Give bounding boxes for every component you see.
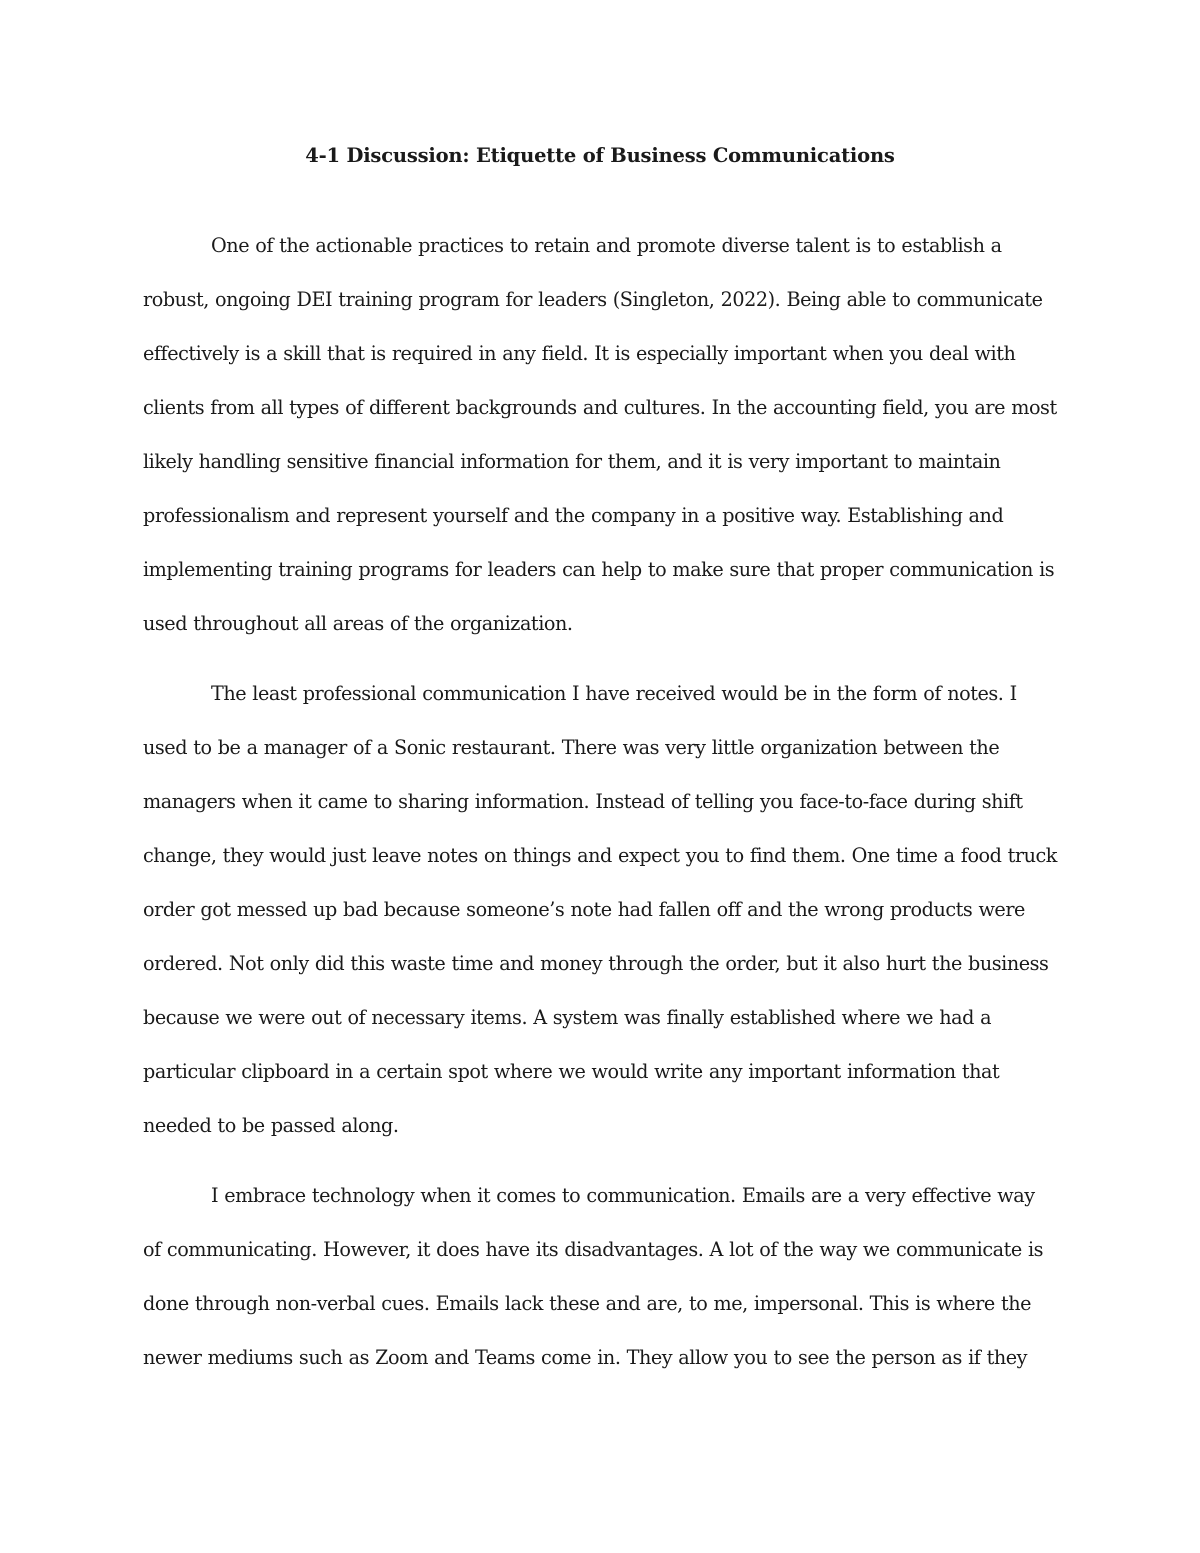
document-title: 4-1 Discussion: Etiquette of Business Communications [305,144,895,167]
paragraph-2-line-1: The least professional communication I have received would be in the form of notes. I [211,682,1017,705]
paragraph-1-line-2: robust, ongoing DEI training program for leaders (Singleton, 2022). Being able to communicate [143,288,1043,311]
paragraph-3-line-4: newer mediums such as Zoom and Teams come in. They allow you to see the person as if they [143,1346,1028,1369]
paragraph-1-line-7: implementing training programs for leaders can help to make sure that proper communication is [143,558,1055,581]
paragraph-2-line-7: because we were out of necessary items. A system was finally established where we had a [143,1006,992,1029]
paragraph-1-line-1: One of the actionable practices to retain and promote diverse talent is to establish a [211,234,1002,257]
paragraph-2-line-5: order got messed up bad because someone’s note had fallen off and the wrong products were [143,898,1025,921]
paragraph-2-line-3: managers when it came to sharing information. Instead of telling you face-to-face during shift [143,790,1023,813]
paragraph-3-line-2: of communicating. However, it does have its disadvantages. A lot of the way we communicate is [143,1238,1044,1261]
paragraph-2-line-9: needed to be passed along. [143,1114,399,1137]
paragraph-1-line-8: used throughout all areas of the organization. [143,612,573,635]
paragraph-1-line-5: likely handling sensitive financial information for them, and it is very important to maintain [143,450,1001,473]
paragraph-1-line-4: clients from all types of different backgrounds and cultures. In the accounting field, you are most [143,396,1057,419]
paragraph-1-line-3: effectively is a skill that is required in any field. It is especially important when you deal with [143,342,1016,365]
paragraph-3-line-1: I embrace technology when it comes to communication. Emails are a very effective way [211,1184,1035,1207]
paragraph-3-line-3: done through non-verbal cues. Emails lack these and are, to me, impersonal. This is where the [143,1292,1032,1315]
paragraph-2-line-6: ordered. Not only did this waste time and money through the order, but it also hurt the business [143,952,1049,975]
paragraph-2-line-2: used to be a manager of a Sonic restaurant. There was very little organization between the [143,736,1000,759]
paragraph-1-line-6: professionalism and represent yourself and the company in a positive way. Establishing and [143,504,1004,527]
paragraph-2-line-4: change, they would just leave notes on things and expect you to find them. One time a food truck [143,844,1057,867]
paragraph-2-line-8: particular clipboard in a certain spot where we would write any important information that [143,1060,1000,1083]
